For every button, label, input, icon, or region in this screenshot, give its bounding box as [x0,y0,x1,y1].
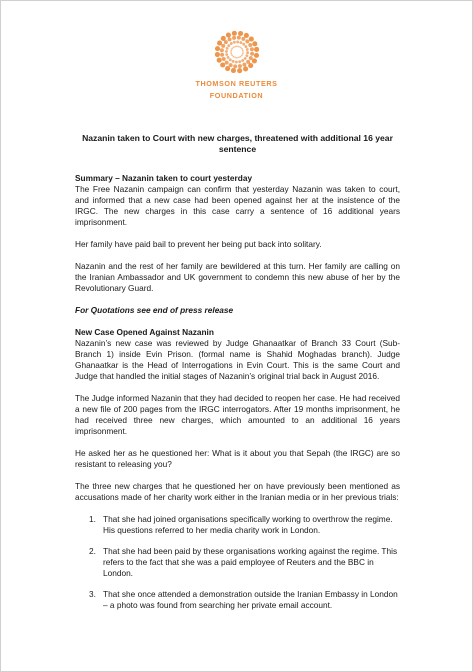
logo-dot [228,63,232,67]
new-case-paragraph: The Judge informed Nazanin that they had decided to reopen her case. He had received a new file of 200 pages from the IRGC interrogators. After 19 months imprisonment, he had received three new charges, which amounted to an additional 16 years imprisonment. [75,393,400,436]
logo-dot [246,60,250,64]
list-item-number: 2. [89,546,96,556]
logo-dot [237,31,242,36]
logo-dot [231,31,236,36]
logo-dot [234,57,236,59]
org-name-line2: FOUNDATION [209,90,264,100]
logo-dot [229,42,232,45]
logo-dot [227,44,230,47]
press-release-body [75,133,400,621]
logo-dot [225,47,228,50]
logo-dot [243,57,246,60]
logo-dot [220,62,225,67]
logo-dot [243,33,248,38]
logo-dot [237,64,241,68]
logo-dot [236,36,240,40]
logo-dot [220,53,224,57]
list-item-text: That she had joined organisations specifically working to overthrow the regime. His questions referred to her media charity work in London. [103,514,393,535]
logo-dot [239,46,241,48]
logo-dot [242,63,246,67]
logo-dot [244,45,247,48]
logo-dot [242,51,244,53]
logo-dot [214,52,219,57]
logo-dot [224,50,227,53]
logo-dot [251,58,256,63]
logo-dot [230,68,235,73]
logo-dot [214,46,219,51]
logo-dot [238,60,241,63]
logo-dot [237,68,242,73]
list-item-number: 3. [89,589,96,599]
logo-dot [225,66,230,71]
dotted-sunburst-logo-icon [211,27,263,77]
logo-dot [225,53,228,56]
list-item [75,514,400,536]
logo-dot [232,41,235,44]
list-item-text: That she once attended a demonstration outside the Iranian Embassy in London – a photo was found from searching her private email account. [103,589,398,610]
org-name-line1: THOMSON REUTERS [195,79,278,88]
logo-dot [230,51,232,53]
summary-paragraph: The Free Nazanin campaign can confirm that yesterday Nazanin was taken to court, and informed that a new case had been opened against her at the insistence of the IRGC. The new charges in this case carry a sentence of 16 additional years imprisonment. [75,184,400,227]
logo-dot [231,54,233,56]
logo-dot [219,48,223,52]
new-case-heading: New Case Opened Against Nazanin [75,327,214,337]
foundation-logo [1,27,472,100]
logo-dot [225,33,230,38]
logo-dot [234,46,236,48]
logo-dot [236,41,239,44]
logo-dot [245,39,249,43]
list-item [75,546,400,579]
logo-dot [236,57,238,59]
logo-dot [231,60,234,63]
logo-dot [232,36,236,40]
logo-dot [227,37,231,41]
logo-dot [221,44,225,48]
logo-dot [237,57,239,59]
logo-dot [243,66,248,71]
logo-dot [232,56,234,58]
list-item-number: 1. [89,514,96,524]
logo-dot [254,47,259,52]
charges-list [75,514,400,611]
logo-dot [232,46,234,48]
logo-dot [241,37,245,41]
logo-dot [242,43,245,46]
new-case-paragraph: The three new charges that he questioned her on have previously been mentioned as accusations made of her charity work either in the Iranian media or in her previous trials: [75,481,400,502]
logo-dot [237,46,239,48]
logo-dot [236,45,238,47]
logo-dot [228,58,231,61]
logo-dot [252,41,257,46]
logo-dot [250,52,254,56]
logo-dot [241,53,243,55]
logo-dot [240,54,242,56]
logo-dot [249,47,253,51]
logo-dot [245,48,248,51]
new-case-paragraph: Nazanin’s new case was reviewed by Judge Ghanaatkar of Branch 33 Court (Sub-Branch 1) inside Evin Prison. (formal name is Shahid Moghadas branch). Judge Ghanaatkar is the Head of Interrogations in Evin Court. This is the same Court and Judge that handled the initial stages of Nazanin’s original trial back in August 2016. [75,338,400,381]
logo-dot [253,53,258,58]
logo-dot [239,56,241,58]
logo-dot [223,40,227,44]
logo-dot [233,64,237,68]
logo-dot [231,48,233,50]
logo-dot [240,48,242,50]
logo-dot [217,41,222,46]
list-item-text: That she had been paid by these organisations working against the regime. This refers to the fact that she was a paid employee of Reuters and the BBC in London. [103,546,398,578]
logo-dot [245,54,248,57]
logo-dot [220,36,225,41]
quotations-note: For Quotations see end of press release [75,305,234,315]
press-release-title: Nazanin taken to Court with new charges, threatened with additional 16 year sentence [82,133,393,154]
summary-heading: Summary – Nazanin taken to court yesterday [75,173,253,183]
logo-dot [216,58,221,63]
logo-dot [248,63,253,68]
summary-paragraph: Her family have paid bail to prevent her being put back into solitary. [75,239,322,249]
logo-dot [241,49,243,51]
logo-dot [221,57,225,61]
logo-dot [234,61,237,64]
new-case-paragraph: He asked her as he questioned her: What is it about you that Sepah (the IRGC) are so resistant to releasing you? [75,448,400,469]
logo-dot [230,49,232,51]
summary-paragraph: Nazanin and the rest of her family are bewildered at this turn. Her family are calling on the Iranian Ambassador and UK government to condemn this new abuse of her by the Revolutionary Guard. [75,261,400,293]
logo-dot [239,41,242,44]
list-item [75,589,400,611]
logo-dot [246,51,249,54]
logo-dot [248,36,253,41]
logo-dot [248,56,252,60]
logo-dot [224,61,228,65]
logo-dot [230,53,232,55]
logo-dot [241,59,244,62]
logo-dot [248,43,252,47]
logo-dot [226,56,229,59]
